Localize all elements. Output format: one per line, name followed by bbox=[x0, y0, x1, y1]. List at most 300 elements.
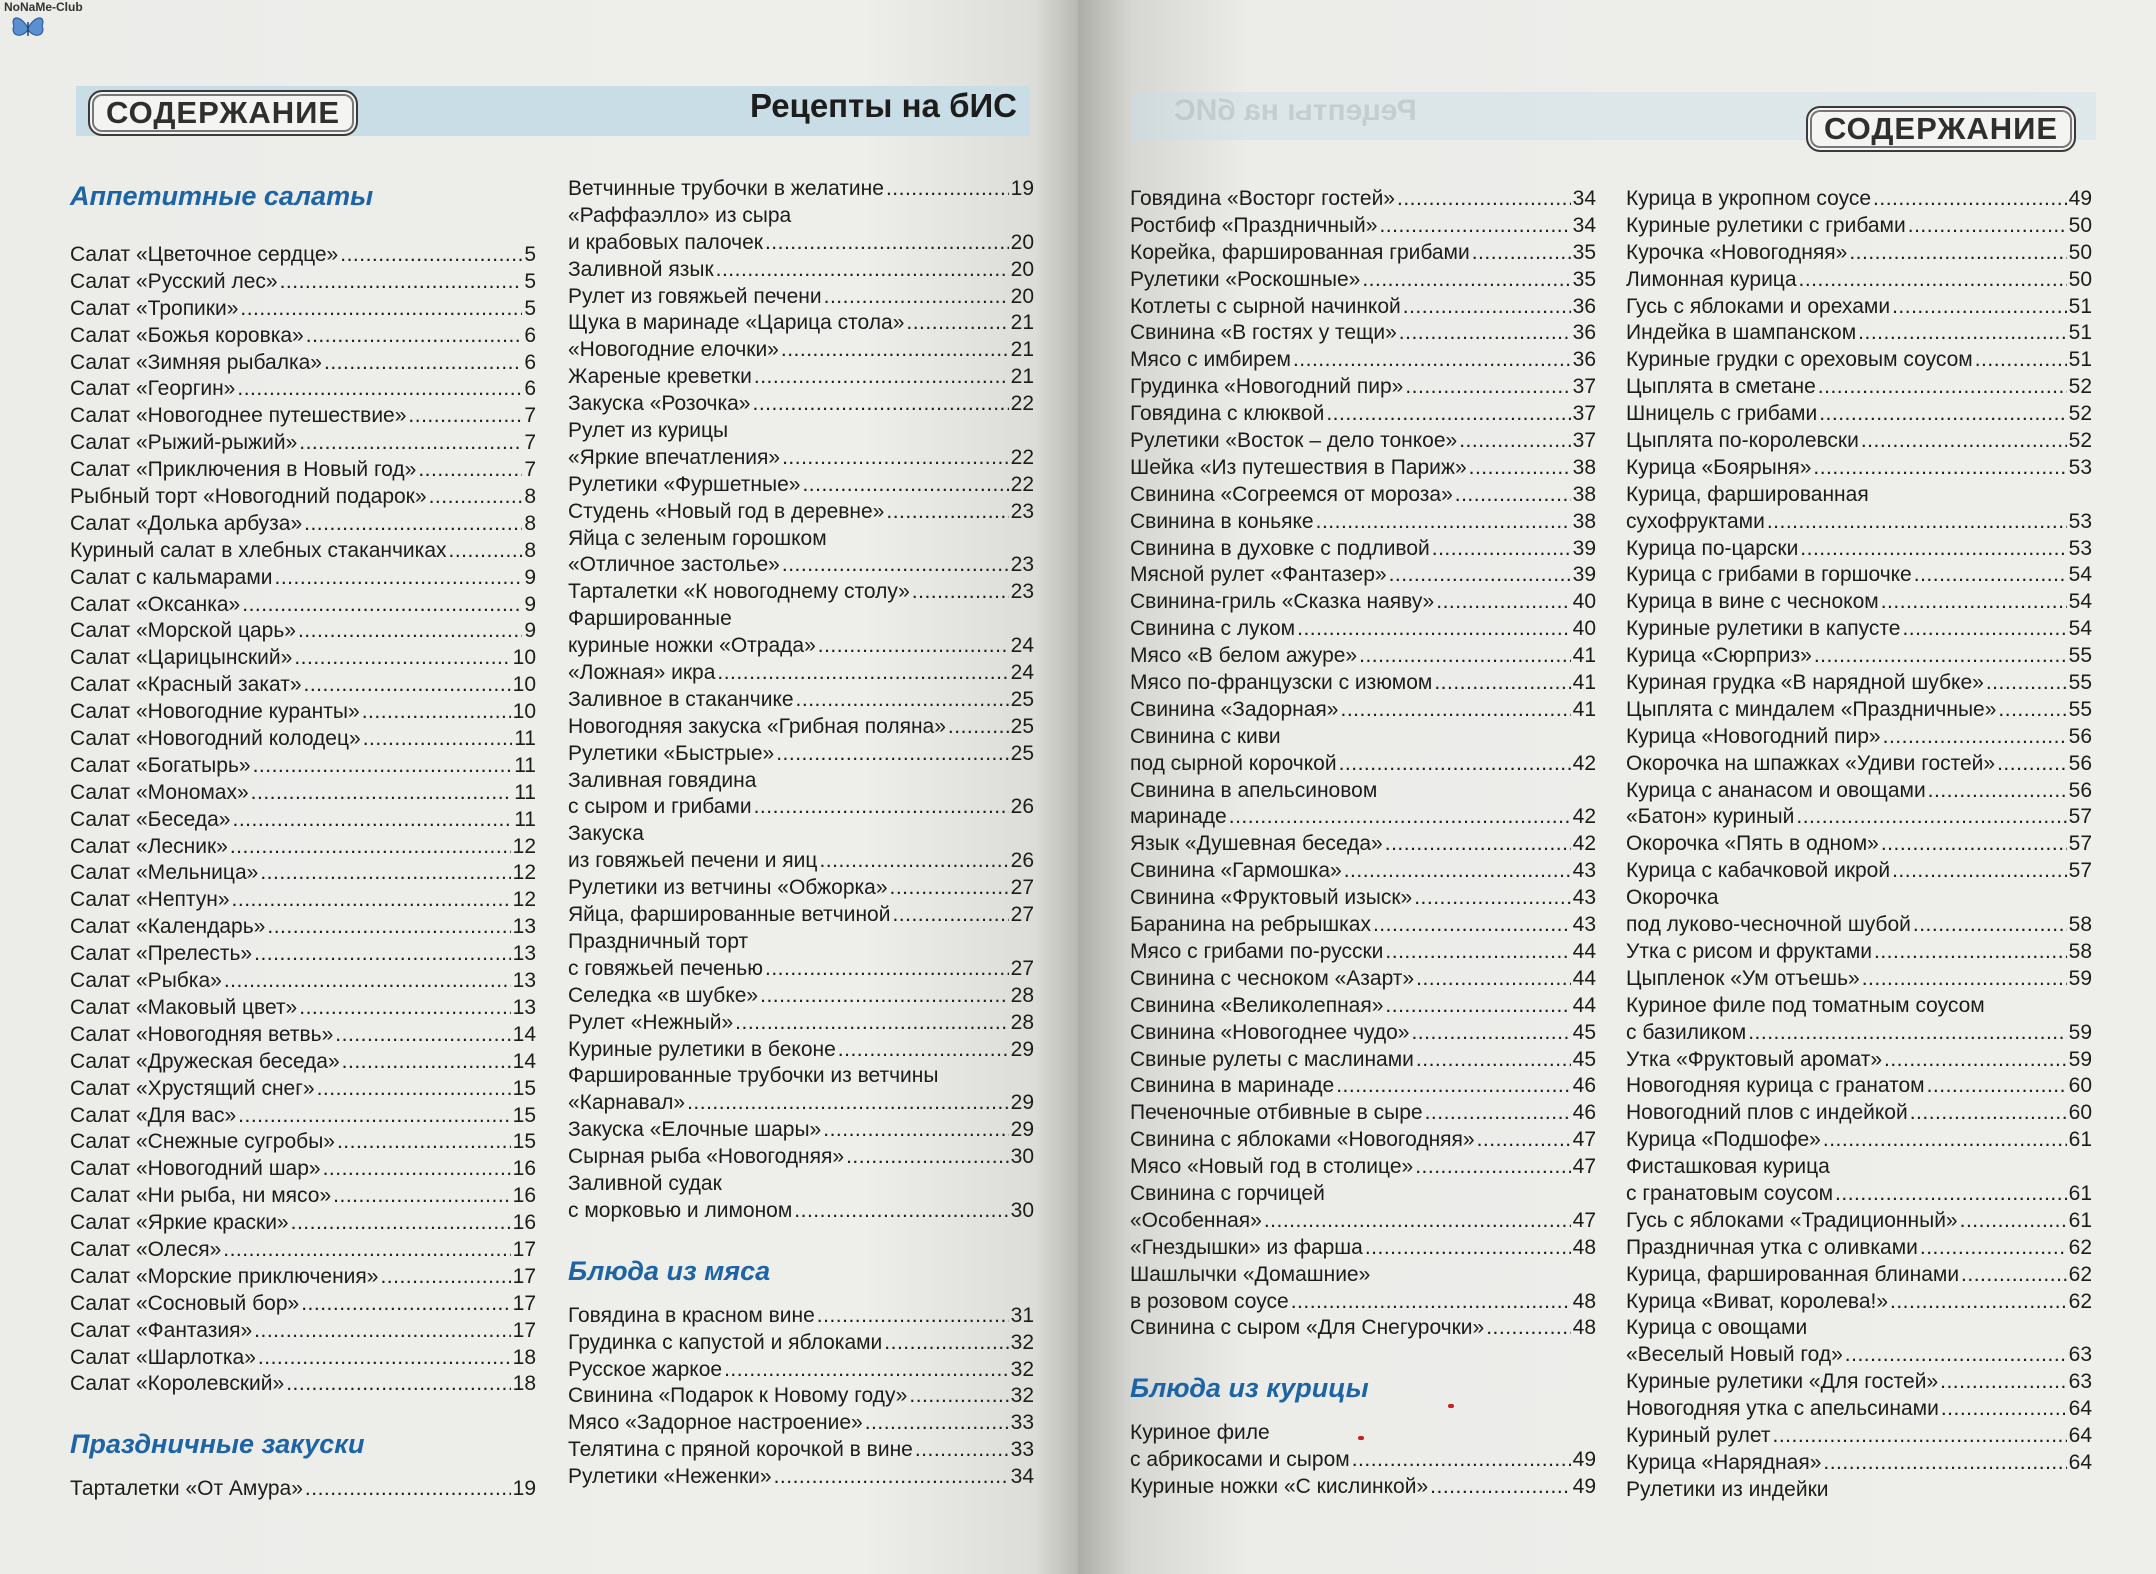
toc-entry[interactable] bbox=[70, 1129, 536, 1156]
toc-entry[interactable] bbox=[568, 714, 1034, 741]
toc-entry[interactable] bbox=[1626, 831, 2092, 858]
toc-entry[interactable] bbox=[1130, 831, 1596, 858]
entry-title: Телятина с пряной корочкой в вине bbox=[568, 1438, 913, 1462]
entry-title: Салат «Олеся» bbox=[70, 1237, 222, 1261]
toc-entry[interactable] bbox=[1130, 1181, 1596, 1208]
toc-entry[interactable] bbox=[1626, 294, 2092, 321]
toc-entry[interactable] bbox=[1626, 1047, 2092, 1074]
entry-title: Салат «Лесник» bbox=[70, 834, 228, 858]
toc-entry[interactable] bbox=[70, 430, 536, 457]
toc-entry[interactable] bbox=[70, 645, 536, 672]
toc-entry[interactable] bbox=[568, 687, 1034, 714]
toc-entry[interactable] bbox=[1626, 939, 2092, 966]
toc-entry[interactable] bbox=[1130, 1235, 1596, 1262]
entry-title: Курица с грибами в горшочке bbox=[1626, 563, 1912, 587]
toc-entry[interactable] bbox=[568, 310, 1034, 337]
toc-entry[interactable] bbox=[70, 995, 536, 1022]
entry-title: «Ложная» икра bbox=[568, 661, 716, 685]
dot-leader bbox=[230, 834, 511, 861]
entry-title: Рулетики из ветчины «Обжорка» bbox=[568, 876, 888, 900]
toc-entry[interactable] bbox=[1130, 1289, 1596, 1316]
toc-entry[interactable] bbox=[568, 794, 1034, 821]
entry-page-number: 28 bbox=[1010, 1010, 1034, 1034]
toc-entry[interactable] bbox=[568, 1410, 1034, 1437]
toc-entry[interactable] bbox=[1130, 1315, 1596, 1342]
toc-entry[interactable] bbox=[1626, 374, 2092, 401]
ink-mark bbox=[1448, 1404, 1454, 1408]
toc-entry[interactable] bbox=[1130, 562, 1596, 589]
toc-entry[interactable] bbox=[70, 726, 536, 753]
entry-title: Куриное филе bbox=[1130, 1421, 1270, 1445]
dot-leader bbox=[1455, 482, 1571, 509]
dot-leader bbox=[1385, 939, 1570, 966]
dot-leader bbox=[846, 1144, 1009, 1171]
entry-page-number: 52 bbox=[2068, 402, 2092, 426]
toc-entry[interactable] bbox=[70, 672, 536, 699]
toc-entry[interactable] bbox=[1130, 1262, 1596, 1289]
toc-entry[interactable] bbox=[1130, 885, 1596, 912]
dot-leader bbox=[280, 269, 523, 296]
entry-page-number: 57 bbox=[2068, 859, 2092, 883]
entry-title: Куриные рулетики с грибами bbox=[1626, 213, 1906, 237]
toc-entry[interactable] bbox=[1626, 1396, 2092, 1423]
toc-entry[interactable] bbox=[568, 983, 1034, 1010]
entry-title: Салат «Георгин» bbox=[70, 377, 236, 401]
toc-entry[interactable] bbox=[1130, 697, 1596, 724]
toc-entry[interactable] bbox=[568, 526, 1034, 553]
toc-entry[interactable] bbox=[1130, 374, 1596, 401]
entry-title: Свинина «Гармошка» bbox=[1130, 859, 1342, 883]
toc-entry[interactable] bbox=[568, 337, 1034, 364]
toc-entry[interactable] bbox=[1626, 616, 2092, 643]
dot-leader bbox=[1890, 1289, 2067, 1316]
toc-entry[interactable] bbox=[1130, 778, 1596, 805]
entry-title: Щука в маринаде «Царица стола» bbox=[568, 311, 905, 335]
toc-entry[interactable] bbox=[568, 230, 1034, 257]
dot-leader bbox=[1800, 536, 2066, 563]
dot-leader bbox=[909, 1383, 1008, 1410]
toc-entry[interactable] bbox=[568, 257, 1034, 284]
toc-entry[interactable] bbox=[1130, 428, 1596, 455]
toc-entry[interactable] bbox=[568, 203, 1034, 230]
toc-entry[interactable] bbox=[70, 699, 536, 726]
toc-entry[interactable] bbox=[1626, 589, 2092, 616]
toc-entry[interactable] bbox=[1626, 428, 2092, 455]
entry-title: Свинина-гриль «Сказка наяву» bbox=[1130, 590, 1435, 614]
dot-leader bbox=[1819, 401, 2066, 428]
toc-entry[interactable] bbox=[568, 1063, 1034, 1090]
toc-entry[interactable] bbox=[70, 592, 536, 619]
toc-entry[interactable] bbox=[70, 968, 536, 995]
entry-title: с морковью и лимоном bbox=[568, 1198, 793, 1222]
toc-entry[interactable] bbox=[70, 1210, 536, 1237]
entry-title: Сырная рыба «Новогодняя» bbox=[568, 1145, 845, 1169]
toc-entry[interactable] bbox=[70, 1345, 536, 1372]
toc-entry[interactable] bbox=[1626, 1477, 2092, 1504]
dot-leader bbox=[1910, 1100, 2067, 1127]
entry-page-number: 6 bbox=[524, 323, 536, 347]
entry-title: Куриные грудки с ореховым соусом bbox=[1626, 348, 1973, 372]
toc-entry[interactable] bbox=[1626, 697, 2092, 724]
toc-entry[interactable] bbox=[568, 391, 1034, 418]
toc-entry[interactable] bbox=[1130, 643, 1596, 670]
toc-entry[interactable] bbox=[1130, 401, 1596, 428]
entry-title: Фаршированные трубочки из ветчины bbox=[568, 1064, 939, 1088]
dot-leader bbox=[342, 1049, 511, 1076]
toc-entry[interactable] bbox=[70, 860, 536, 887]
dot-leader bbox=[1416, 966, 1571, 993]
entry-title: с базиликом bbox=[1626, 1020, 1747, 1044]
toc-entry[interactable] bbox=[70, 403, 536, 430]
right-contents-tag: СОДЕРЖАНИЕ bbox=[1806, 106, 2076, 152]
toc-entry[interactable] bbox=[70, 484, 536, 511]
toc-entry[interactable] bbox=[568, 956, 1034, 983]
entry-title: Свиные рулеты с маслинами bbox=[1130, 1047, 1414, 1071]
entry-page-number: 25 bbox=[1010, 714, 1034, 738]
entry-title: Куриное филе под томатным соусом bbox=[1626, 993, 1985, 1017]
magazine-title: Рецепты на бИС bbox=[750, 87, 1018, 124]
entry-page-number: 11 bbox=[514, 753, 536, 777]
dot-leader bbox=[1892, 858, 2067, 885]
toc-entry[interactable] bbox=[568, 176, 1034, 203]
entry-title: с сыром и грибами bbox=[568, 795, 752, 819]
toc-entry[interactable] bbox=[70, 1183, 536, 1210]
dot-leader bbox=[254, 1318, 510, 1345]
entry-title: Куриные рулетики «Для гостей» bbox=[1626, 1370, 1939, 1394]
ink-mark bbox=[1358, 1436, 1364, 1440]
dot-leader bbox=[267, 914, 510, 941]
toc-entry[interactable] bbox=[1130, 670, 1596, 697]
dot-leader bbox=[418, 457, 522, 484]
toc-entry[interactable] bbox=[1130, 858, 1596, 885]
entry-title: Салат «Красный закат» bbox=[70, 673, 302, 697]
toc-entry[interactable] bbox=[568, 552, 1034, 579]
entry-title: Заливная говядина bbox=[568, 768, 757, 792]
toc-entry[interactable] bbox=[568, 1464, 1034, 1491]
toc-entry[interactable] bbox=[70, 1237, 536, 1264]
toc-entry[interactable] bbox=[1130, 267, 1596, 294]
toc-entry[interactable] bbox=[1626, 885, 2092, 912]
toc-entry[interactable] bbox=[70, 1049, 536, 1076]
toc-entry[interactable] bbox=[1130, 1447, 1596, 1474]
toc-entry[interactable] bbox=[70, 618, 536, 645]
entry-title: Курица «Виват, королева!» bbox=[1626, 1289, 1889, 1313]
toc-entry[interactable] bbox=[70, 296, 536, 323]
toc-entry[interactable] bbox=[1130, 347, 1596, 374]
toc-entry[interactable] bbox=[568, 1144, 1034, 1171]
toc-entry[interactable] bbox=[1626, 347, 2092, 374]
entry-title: «Яркие впечатления» bbox=[568, 445, 781, 469]
dot-leader bbox=[754, 794, 1009, 821]
toc-entry[interactable] bbox=[568, 472, 1034, 499]
toc-entry[interactable] bbox=[70, 242, 536, 269]
dot-leader bbox=[232, 887, 511, 914]
entry-page-number: 34 bbox=[1572, 187, 1596, 210]
toc-entry[interactable] bbox=[70, 1476, 536, 1503]
dot-leader bbox=[335, 1022, 510, 1049]
entry-page-number: 55 bbox=[2068, 671, 2092, 695]
toc-entry[interactable] bbox=[1626, 643, 2092, 670]
toc-entry[interactable] bbox=[70, 914, 536, 941]
toc-entry[interactable] bbox=[1626, 536, 2092, 563]
entry-title: Салат «Новогодняя ветвь» bbox=[70, 1022, 334, 1046]
toc-entry[interactable] bbox=[568, 848, 1034, 875]
entry-title: Мясо «Новый год в столице» bbox=[1130, 1155, 1414, 1179]
toc-entry[interactable] bbox=[1130, 1154, 1596, 1181]
toc-entry[interactable] bbox=[1130, 993, 1596, 1020]
dot-leader bbox=[232, 807, 512, 834]
toc-entry[interactable] bbox=[1626, 1262, 2092, 1289]
toc-entry[interactable] bbox=[70, 780, 536, 807]
toc-entry[interactable] bbox=[1130, 939, 1596, 966]
toc-entry[interactable] bbox=[1626, 778, 2092, 805]
toc-entry[interactable] bbox=[1626, 1450, 2092, 1477]
entry-page-number: 13 bbox=[512, 969, 536, 993]
toc-entry[interactable] bbox=[568, 1117, 1034, 1144]
toc-entry[interactable] bbox=[1626, 804, 2092, 831]
toc-entry[interactable] bbox=[1626, 1423, 2092, 1450]
toc-entry[interactable] bbox=[568, 1090, 1034, 1117]
entry-title: Свинина «Великолепная» bbox=[1130, 993, 1384, 1017]
toc-entry[interactable] bbox=[568, 929, 1034, 956]
toc-entry[interactable] bbox=[70, 1156, 536, 1183]
toc-entry[interactable] bbox=[70, 941, 536, 968]
toc-entry[interactable] bbox=[1130, 1020, 1596, 1047]
toc-entry[interactable] bbox=[568, 875, 1034, 902]
toc-entry[interactable] bbox=[1130, 804, 1596, 831]
toc-entry[interactable] bbox=[568, 418, 1034, 445]
entry-title: Баранина на ребрышках bbox=[1130, 913, 1371, 937]
toc-entry[interactable] bbox=[568, 1357, 1034, 1384]
toc-entry[interactable] bbox=[1130, 616, 1596, 643]
toc-entry[interactable] bbox=[1626, 912, 2092, 939]
toc-entry[interactable] bbox=[1626, 724, 2092, 751]
toc-entry[interactable] bbox=[70, 1371, 536, 1398]
toc-entry[interactable] bbox=[1626, 1181, 2092, 1208]
entry-title: Курица с кабачковой икрой bbox=[1626, 859, 1891, 883]
toc-entry[interactable] bbox=[1626, 240, 2092, 267]
toc-entry[interactable] bbox=[70, 511, 536, 538]
toc-entry[interactable] bbox=[568, 768, 1034, 795]
toc-entry[interactable] bbox=[568, 1171, 1034, 1198]
dot-leader bbox=[1908, 213, 2067, 240]
toc-entry[interactable] bbox=[1626, 1020, 2092, 1047]
toc-entry[interactable] bbox=[1626, 1369, 2092, 1396]
toc-entry[interactable] bbox=[1130, 320, 1596, 347]
toc-entry[interactable] bbox=[1130, 240, 1596, 267]
entry-page-number: 15 bbox=[512, 1076, 536, 1100]
entry-title: Салат «Новогодний колодец» bbox=[70, 727, 361, 751]
toc-entry[interactable] bbox=[1626, 1154, 2092, 1181]
dot-leader bbox=[1486, 1315, 1570, 1342]
toc-entry[interactable] bbox=[1626, 1315, 2092, 1342]
dot-leader bbox=[1835, 1181, 2067, 1208]
toc-entry[interactable] bbox=[1626, 1127, 2092, 1154]
toc-entry[interactable] bbox=[1626, 482, 2092, 509]
toc-entry[interactable] bbox=[1626, 562, 2092, 589]
toc-entry[interactable] bbox=[70, 376, 536, 403]
toc-entry[interactable] bbox=[1626, 1208, 2092, 1235]
dot-leader bbox=[1362, 267, 1570, 294]
toc-entry[interactable] bbox=[1130, 1047, 1596, 1074]
toc-entry[interactable] bbox=[1626, 401, 2092, 428]
toc-entry[interactable] bbox=[1130, 751, 1596, 778]
toc-entry[interactable] bbox=[1626, 509, 2092, 536]
dot-leader bbox=[333, 1183, 510, 1210]
dot-leader bbox=[1883, 724, 2067, 751]
toc-entry[interactable] bbox=[1626, 320, 2092, 347]
entry-title: Салат «Для вас» bbox=[70, 1103, 237, 1127]
toc-entry[interactable] bbox=[70, 1022, 536, 1049]
toc-entry[interactable] bbox=[1130, 213, 1596, 240]
toc-entry[interactable] bbox=[70, 323, 536, 350]
toc-entry[interactable] bbox=[568, 1437, 1034, 1464]
dot-leader bbox=[1389, 562, 1571, 589]
toc-entry[interactable] bbox=[70, 1318, 536, 1345]
toc-entry[interactable] bbox=[70, 1291, 536, 1318]
entry-page-number: 5 bbox=[524, 296, 536, 320]
toc-entry[interactable] bbox=[568, 633, 1034, 660]
entry-title: Салат «Новогодний шар» bbox=[70, 1157, 321, 1181]
entry-title: Салат «Шарлотка» bbox=[70, 1345, 256, 1369]
toc-entry[interactable] bbox=[1130, 186, 1596, 213]
toc-entry[interactable] bbox=[1130, 509, 1596, 536]
toc-entry[interactable] bbox=[1130, 589, 1596, 616]
toc-entry[interactable] bbox=[1130, 1420, 1596, 1447]
toc-entry[interactable] bbox=[568, 821, 1034, 848]
toc-entry[interactable] bbox=[1626, 993, 2092, 1020]
toc-entry[interactable] bbox=[568, 660, 1034, 687]
toc-entry[interactable] bbox=[1626, 670, 2092, 697]
toc-entry[interactable] bbox=[1626, 213, 2092, 240]
toc-entry[interactable] bbox=[1130, 1127, 1596, 1154]
entry-title: Котлеты с сырной начинкой bbox=[1130, 294, 1401, 318]
toc-entry[interactable] bbox=[70, 1103, 536, 1130]
toc-entry[interactable] bbox=[1130, 966, 1596, 993]
entry-page-number: 26 bbox=[1010, 849, 1034, 873]
entry-page-number: 61 bbox=[2068, 1181, 2092, 1205]
toc-entry[interactable] bbox=[70, 269, 536, 296]
toc-entry[interactable] bbox=[70, 538, 536, 565]
dot-leader bbox=[1297, 616, 1571, 643]
entry-title: «Карнавал» bbox=[568, 1091, 686, 1115]
toc-entry[interactable] bbox=[568, 579, 1034, 606]
dot-leader bbox=[1975, 347, 2067, 374]
toc-entry[interactable] bbox=[1626, 455, 2092, 482]
toc-entry[interactable] bbox=[568, 1330, 1034, 1357]
entry-title: Цыпленок «Ум отъешь» bbox=[1626, 966, 1860, 990]
toc-entry[interactable] bbox=[1130, 1474, 1596, 1501]
entry-title: Грудинка с капустой и яблоками bbox=[568, 1330, 883, 1354]
entry-title: Закуска «Елочные шары» bbox=[568, 1118, 822, 1142]
toc-entry[interactable] bbox=[568, 902, 1034, 929]
toc-entry[interactable] bbox=[1130, 724, 1596, 751]
entry-page-number: 62 bbox=[2068, 1262, 2092, 1286]
entry-page-number: 40 bbox=[1572, 590, 1596, 614]
entry-page-number: 15 bbox=[512, 1103, 536, 1127]
dot-leader bbox=[724, 1357, 1009, 1384]
toc-entry[interactable] bbox=[70, 1264, 536, 1291]
toc-entry[interactable] bbox=[1130, 294, 1596, 321]
toc-entry[interactable] bbox=[70, 834, 536, 861]
toc-entry[interactable] bbox=[1626, 966, 2092, 993]
entry-title: Рулет из говяжьей печени bbox=[568, 284, 822, 308]
entry-title: Куриные ножки «С кислинкой» bbox=[1130, 1475, 1429, 1499]
entry-title: Окорочка bbox=[1626, 886, 1719, 910]
entry-page-number: 6 bbox=[524, 350, 536, 374]
dot-leader bbox=[298, 618, 522, 645]
toc-entry[interactable] bbox=[1626, 186, 2092, 213]
dot-leader bbox=[1385, 831, 1571, 858]
toc-entry[interactable] bbox=[1130, 1073, 1596, 1100]
contents-list bbox=[1626, 186, 2092, 1504]
entry-page-number: 9 bbox=[524, 592, 536, 616]
toc-entry[interactable] bbox=[568, 741, 1034, 768]
toc-entry[interactable] bbox=[1626, 1289, 2092, 1316]
entry-title: Курица в вине с чесноком bbox=[1626, 590, 1879, 614]
toc-entry[interactable] bbox=[70, 1076, 536, 1103]
toc-entry[interactable] bbox=[70, 565, 536, 592]
toc-entry[interactable] bbox=[568, 499, 1034, 526]
toc-entry[interactable] bbox=[1626, 751, 2092, 778]
toc-entry[interactable] bbox=[70, 350, 536, 377]
dot-leader bbox=[1773, 1423, 2067, 1450]
toc-entry[interactable] bbox=[1626, 1100, 2092, 1127]
toc-entry[interactable] bbox=[568, 1198, 1034, 1225]
entry-page-number: 60 bbox=[2068, 1101, 2092, 1125]
toc-entry[interactable] bbox=[1130, 455, 1596, 482]
entry-page-number: 22 bbox=[1010, 392, 1034, 416]
dot-leader bbox=[735, 1010, 1008, 1037]
dot-leader bbox=[1477, 1127, 1571, 1154]
entry-title: Рулетики «Неженки» bbox=[568, 1465, 772, 1489]
toc-entry[interactable] bbox=[568, 1037, 1034, 1064]
entry-title: Курица «Сюрприз» bbox=[1626, 644, 1812, 668]
dot-leader bbox=[687, 1090, 1009, 1117]
toc-entry[interactable] bbox=[1130, 536, 1596, 563]
toc-entry[interactable] bbox=[568, 606, 1034, 633]
entry-page-number: 35 bbox=[1572, 267, 1596, 291]
toc-entry[interactable] bbox=[1626, 1342, 2092, 1369]
entry-page-number: 16 bbox=[512, 1184, 536, 1208]
toc-entry[interactable] bbox=[1130, 912, 1596, 939]
entry-page-number: 34 bbox=[1010, 1465, 1034, 1489]
entry-title: Свинина с горчицей bbox=[1130, 1181, 1325, 1205]
toc-entry[interactable] bbox=[568, 364, 1034, 391]
toc-entry[interactable] bbox=[70, 457, 536, 484]
toc-entry[interactable] bbox=[1626, 858, 2092, 885]
dot-leader bbox=[1385, 993, 1570, 1020]
toc-entry[interactable] bbox=[568, 1383, 1034, 1410]
entry-title: Рулет из курицы bbox=[568, 419, 729, 443]
toc-entry[interactable] bbox=[70, 807, 536, 834]
toc-entry[interactable] bbox=[1130, 1100, 1596, 1127]
toc-entry[interactable] bbox=[568, 1303, 1034, 1330]
toc-entry[interactable] bbox=[568, 1010, 1034, 1037]
entry-title: Свинина «Новогоднее чудо» bbox=[1130, 1020, 1410, 1044]
toc-entry[interactable] bbox=[1626, 1235, 2092, 1262]
toc-entry[interactable] bbox=[70, 753, 536, 780]
toc-entry[interactable] bbox=[568, 445, 1034, 472]
toc-entry[interactable] bbox=[1626, 267, 2092, 294]
dot-leader bbox=[1399, 320, 1571, 347]
toc-entry[interactable] bbox=[70, 887, 536, 914]
entry-page-number: 61 bbox=[2068, 1128, 2092, 1152]
toc-entry[interactable] bbox=[568, 284, 1034, 311]
toc-entry[interactable] bbox=[1626, 1073, 2092, 1100]
toc-entry[interactable] bbox=[1130, 1208, 1596, 1235]
toc-entry[interactable] bbox=[1130, 482, 1596, 509]
